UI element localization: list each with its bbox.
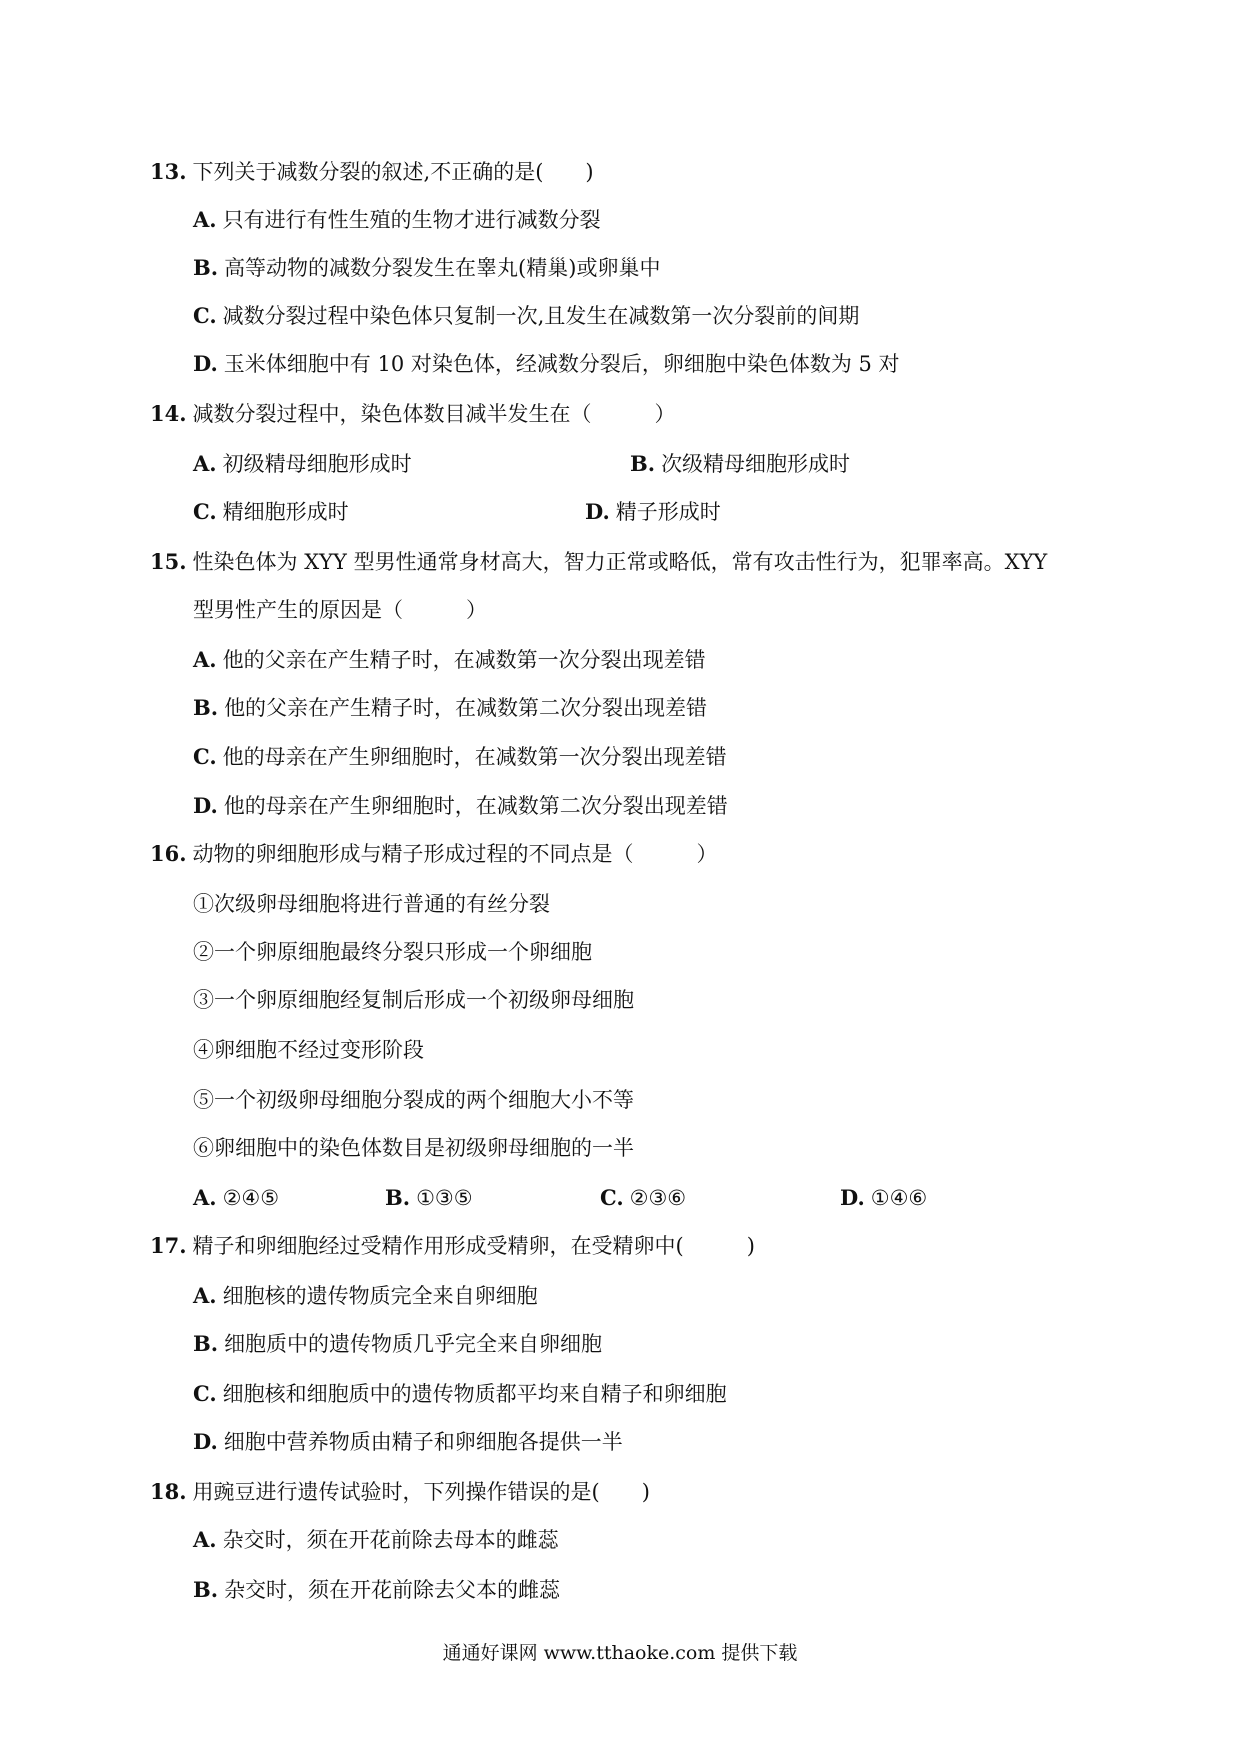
option-text: 减数分裂过程中染色体只复制一次,且发生在减数第一次分裂前的间期 xyxy=(222,304,860,328)
option-text: 精细胞形成时 xyxy=(222,500,349,524)
question-16-statement-5: ⑤一个初级卵母细胞分裂成的两个细胞大小不等 xyxy=(193,1088,634,1112)
question-15-option-c xyxy=(193,743,727,771)
option-letter: A. xyxy=(193,1185,217,1210)
option-letter: C. xyxy=(600,1185,624,1210)
option-letter: B. xyxy=(193,1577,219,1602)
question-18-option-a xyxy=(193,1526,559,1554)
question-text: 动物的卵细胞形成与精子形成过程的不同点是（ ） xyxy=(192,842,718,866)
option-letter: D. xyxy=(585,499,610,524)
question-17-option-c xyxy=(193,1380,727,1408)
question-text: 减数分裂过程中，染色体数目减半发生在（ ） xyxy=(192,402,676,426)
question-number: 18. xyxy=(150,1479,187,1504)
option-text: 细胞核的遗传物质完全来自卵细胞 xyxy=(222,1284,538,1308)
option-letter: B. xyxy=(193,255,219,280)
question-14-option-b xyxy=(630,450,850,478)
question-18-stem xyxy=(150,1478,650,1506)
question-text: 精子和卵细胞经过受精作用形成受精卵，在受精卵中( ) xyxy=(192,1234,755,1258)
question-13-option-b xyxy=(193,254,660,282)
question-16-statement-3: ③一个卵原细胞经复制后形成一个初级卵母细胞 xyxy=(193,988,634,1012)
option-text: 细胞核和细胞质中的遗传物质都平均来自精子和卵细胞 xyxy=(222,1382,727,1406)
question-15-option-b xyxy=(193,694,707,722)
option-text: ②③⑥ xyxy=(629,1186,687,1210)
option-letter: B. xyxy=(385,1185,411,1210)
option-text: ①④⑥ xyxy=(870,1186,928,1210)
option-text: 杂交时，须在开花前除去母本的雌蕊 xyxy=(222,1528,559,1552)
question-number: 16. xyxy=(150,841,187,866)
option-text: 杂交时，须在开花前除去父本的雌蕊 xyxy=(224,1578,561,1602)
question-number: 13. xyxy=(150,159,187,184)
option-text: 初级精母细胞形成时 xyxy=(222,452,412,476)
option-text: 只有进行有性生殖的生物才进行减数分裂 xyxy=(222,208,601,232)
question-14-option-c xyxy=(193,498,349,526)
question-13-stem xyxy=(150,158,594,186)
question-16-statement-1: ①次级卵母细胞将进行普通的有丝分裂 xyxy=(193,892,550,916)
question-13-option-a xyxy=(193,206,601,234)
option-text: 细胞中营养物质由精子和卵细胞各提供一半 xyxy=(223,1430,623,1454)
option-text: 他的母亲在产生卵细胞时，在减数第一次分裂出现差错 xyxy=(222,745,727,769)
option-letter: A. xyxy=(193,1527,217,1552)
question-text: 型男性产生的原因是（ ） xyxy=(193,598,487,622)
option-letter: A. xyxy=(193,207,217,232)
option-letter: C. xyxy=(193,744,217,769)
question-15-stem-line2 xyxy=(193,596,487,624)
option-letter: D. xyxy=(193,351,218,376)
question-number: 14. xyxy=(150,401,187,426)
question-15-option-d xyxy=(193,792,728,820)
option-letter: B. xyxy=(630,451,656,476)
question-text: 用豌豆进行遗传试验时，下列操作错误的是( ) xyxy=(192,1480,650,1504)
option-letter: D. xyxy=(193,793,218,818)
question-text: 下列关于减数分裂的叙述,不正确的是( ) xyxy=(192,160,594,184)
question-text: 性染色体为 XYY 型男性通常身材高大，智力正常或略低，常有攻击性行为，犯罪率高。XYY xyxy=(192,550,1048,574)
option-text: 次级精母细胞形成时 xyxy=(661,452,851,476)
question-14-stem xyxy=(150,400,676,428)
option-text: ②④⑤ xyxy=(222,1186,280,1210)
option-letter: A. xyxy=(193,451,217,476)
option-letter: B. xyxy=(193,1331,219,1356)
question-13-option-c xyxy=(193,302,859,330)
option-letter: C. xyxy=(193,303,217,328)
question-15-stem-line1 xyxy=(150,548,1047,576)
question-17-option-b xyxy=(193,1330,602,1358)
option-text: 精子形成时 xyxy=(615,500,721,524)
question-15-option-a xyxy=(193,646,706,674)
question-number: 17. xyxy=(150,1233,187,1258)
option-letter: A. xyxy=(193,647,217,672)
question-16-statement-4: ④卵细胞不经过变形阶段 xyxy=(193,1038,424,1062)
question-16-statement-6: ⑥卵细胞中的染色体数目是初级卵母细胞的一半 xyxy=(193,1136,634,1160)
option-text: 玉米体细胞中有 10 对染色体，经减数分裂后，卵细胞中染色体数为 5 对 xyxy=(223,352,900,376)
question-16-option-d xyxy=(840,1184,927,1212)
question-16-stem xyxy=(150,840,718,868)
option-letter: B. xyxy=(193,695,219,720)
option-text: 他的父亲在产生精子时，在减数第一次分裂出现差错 xyxy=(222,648,706,672)
option-letter: D. xyxy=(840,1185,865,1210)
question-14-option-d xyxy=(585,498,721,526)
question-13-option-d xyxy=(193,350,900,378)
question-17-option-a xyxy=(193,1282,538,1310)
question-14-option-a xyxy=(193,450,412,478)
question-16-option-a xyxy=(193,1184,279,1212)
option-letter: D. xyxy=(193,1429,218,1454)
question-17-option-d xyxy=(193,1428,623,1456)
option-text: 细胞质中的遗传物质几乎完全来自卵细胞 xyxy=(224,1332,603,1356)
page-footer: 通通好课网 www.tthaoke.com 提供下载 xyxy=(442,1642,798,1664)
option-text: 他的母亲在产生卵细胞时，在减数第二次分裂出现差错 xyxy=(223,794,728,818)
option-letter: C. xyxy=(193,1381,217,1406)
question-17-stem xyxy=(150,1232,755,1260)
option-text: 他的父亲在产生精子时，在减数第二次分裂出现差错 xyxy=(224,696,708,720)
option-text: ①③⑤ xyxy=(416,1186,473,1210)
question-16-option-b xyxy=(385,1184,473,1212)
question-18-option-b xyxy=(193,1576,560,1604)
option-letter: A. xyxy=(193,1283,217,1308)
question-16-statement-2: ②一个卵原细胞最终分裂只形成一个卵细胞 xyxy=(193,940,592,964)
option-letter: C. xyxy=(193,499,217,524)
question-number: 15. xyxy=(150,549,187,574)
option-text: 高等动物的减数分裂发生在睾丸(精巢)或卵巢中 xyxy=(224,256,661,280)
question-16-option-c xyxy=(600,1184,686,1212)
